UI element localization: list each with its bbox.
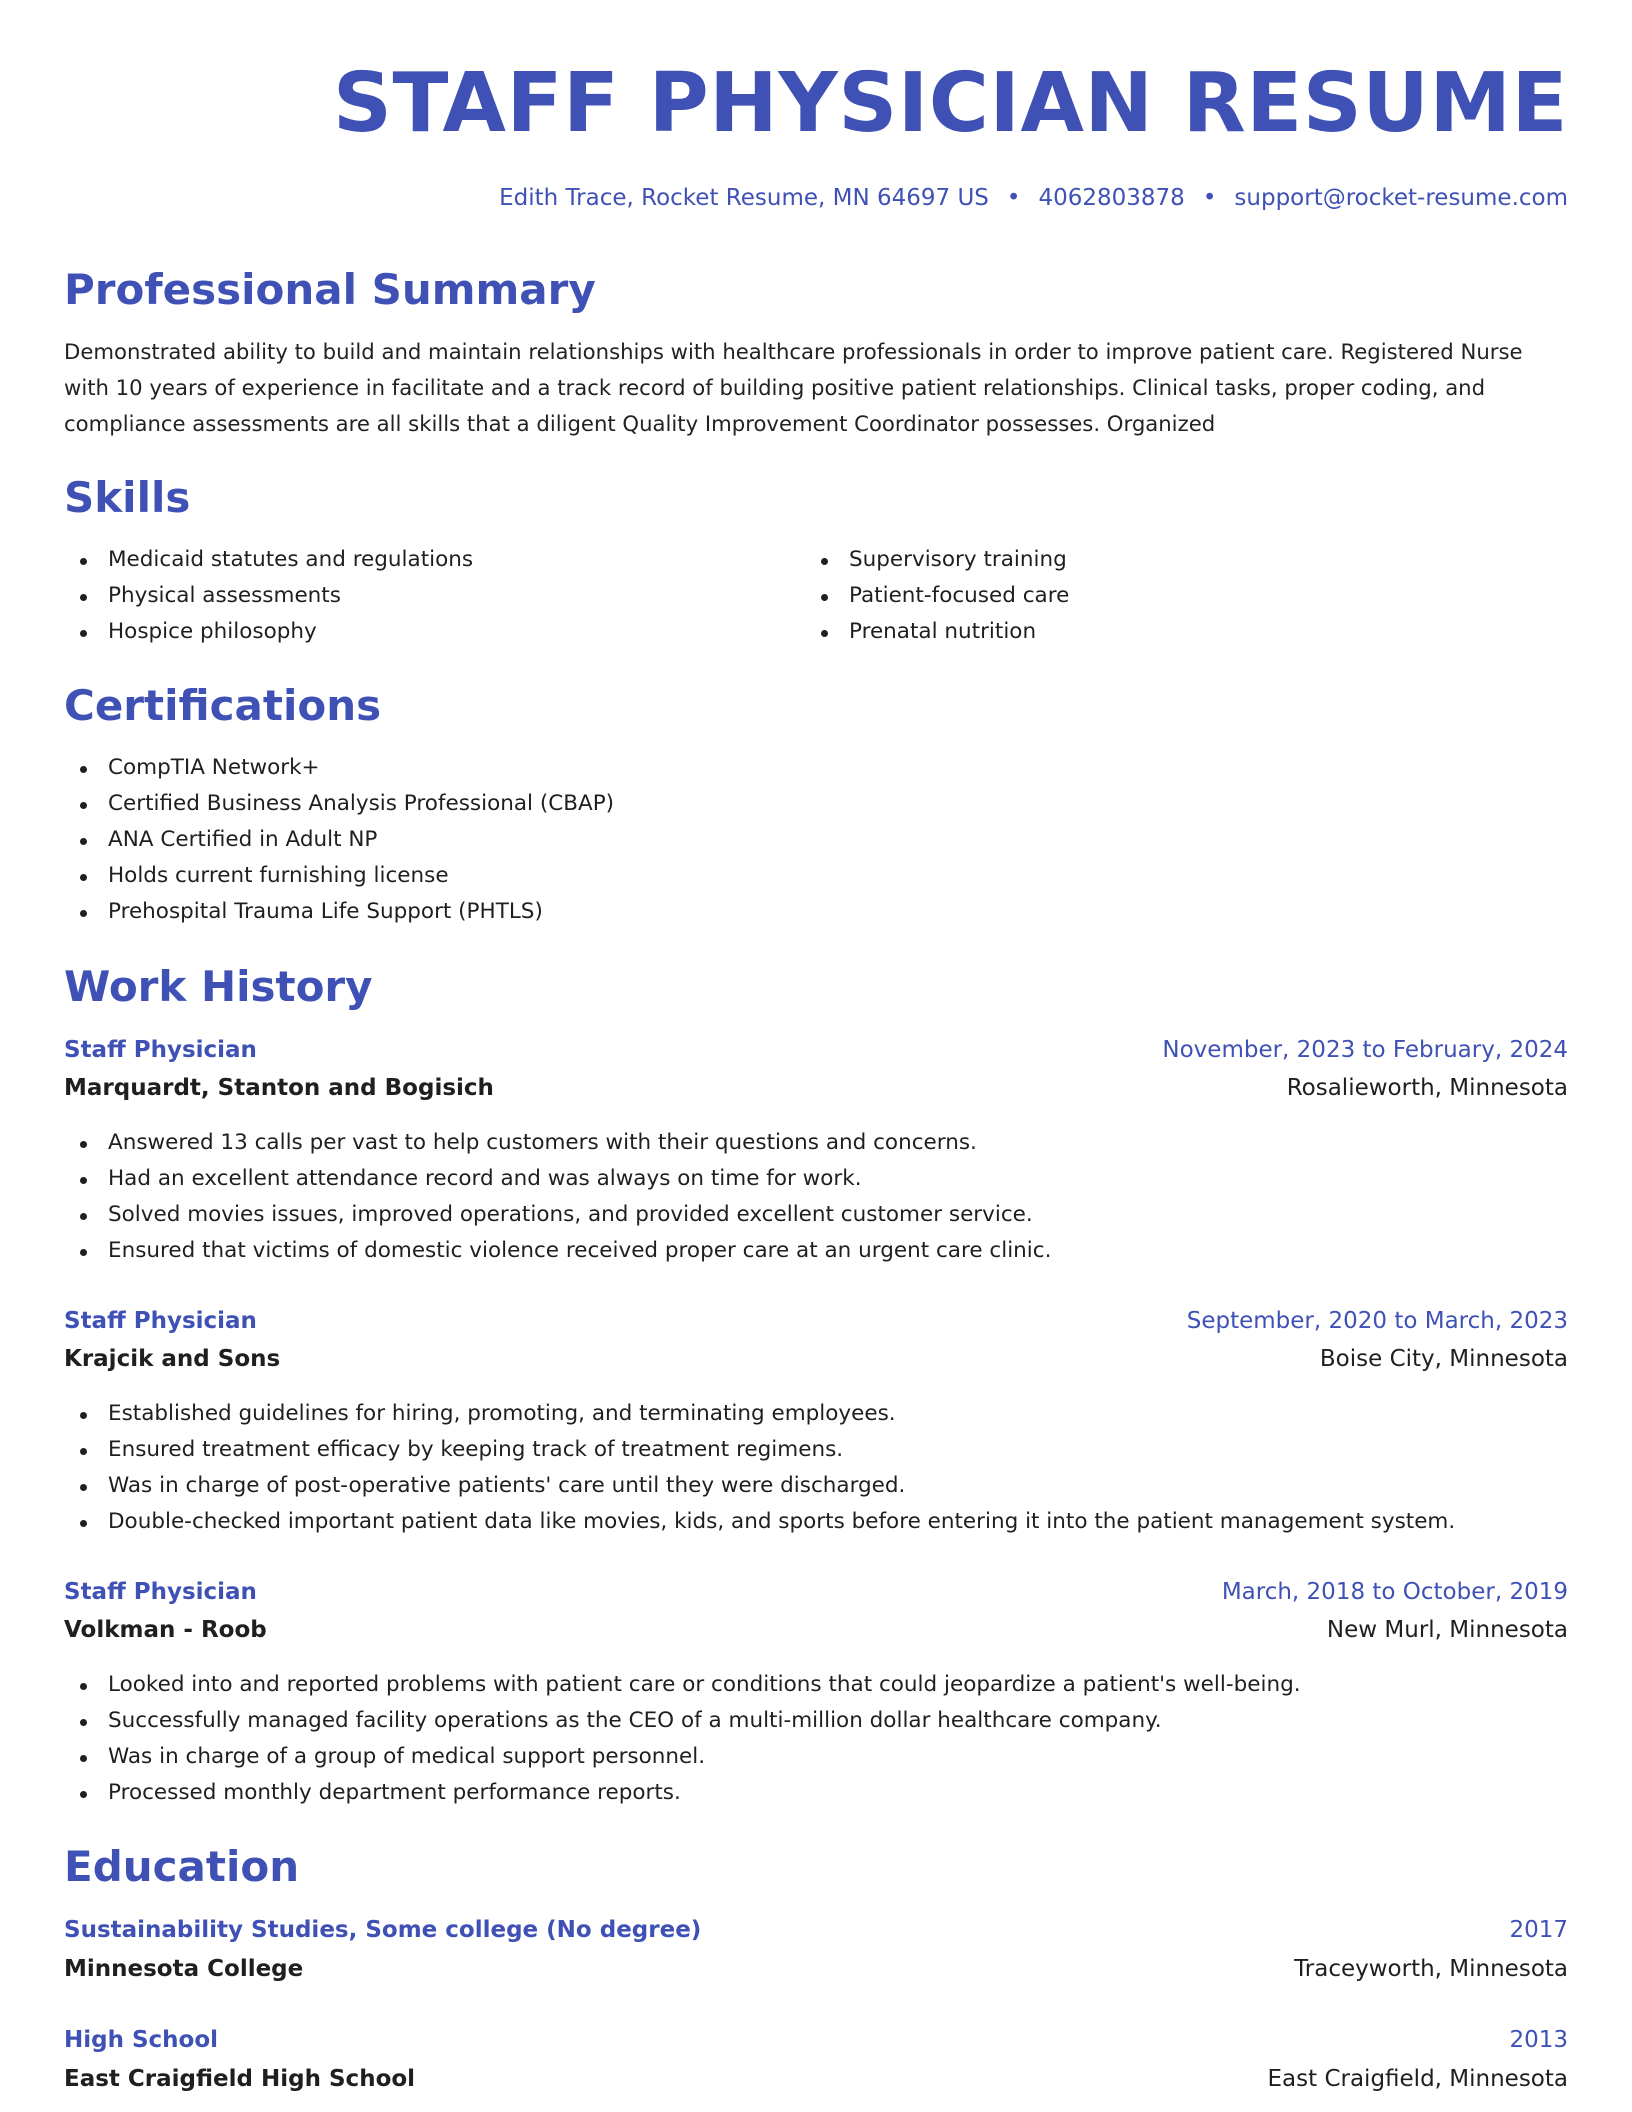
job-duty: Had an excellent attendance record and was always on time for work.: [64, 1161, 1051, 1197]
job-subheader: [64, 1070, 1568, 1106]
contact-email[interactable]: support@rocket-resume.com: [1234, 185, 1568, 211]
skills-list-right: [805, 542, 1069, 650]
summary-heading: Professional Summary: [64, 265, 596, 314]
job-duty: Answered 13 calls per vast to help customers with their questions and concerns.: [64, 1125, 1051, 1161]
skill-item: Physical assessments: [64, 578, 473, 614]
education-location: East Craigfield, Minnesota: [1267, 2066, 1568, 2092]
job-location: Rosalieworth, Minnesota: [1286, 1075, 1568, 1101]
job-company: Marquardt, Stanton and Bogisich: [64, 1075, 494, 1101]
certification-item: Certified Business Analysis Professional (CBAP): [64, 786, 614, 822]
education-header: [64, 1912, 1568, 1948]
job-dates: September, 2020 to March, 2023: [1186, 1308, 1568, 1334]
skills-list-left: [64, 542, 473, 650]
job-header: [64, 1303, 1568, 1339]
job-dates: November, 2023 to February, 2024: [1162, 1037, 1568, 1063]
contact-address: Edith Trace, Rocket Resume, MN 64697 US: [499, 185, 989, 211]
contact-line: [499, 182, 1568, 214]
job-duties: [64, 1667, 1301, 1811]
job-duty: Looked into and reported problems with patient care or conditions that could jeopardize a patient's well-being.: [64, 1667, 1301, 1703]
contact-phone: 4062803878: [1038, 185, 1185, 211]
job-company: Krajcik and Sons: [64, 1346, 281, 1372]
job-duty: Successfully managed facility operations as the CEO of a multi-million dollar healthcare company.: [64, 1703, 1301, 1739]
job-duty: Processed monthly department performance reports.: [64, 1775, 1301, 1811]
job-title: Staff Physician: [64, 1037, 257, 1063]
contact-separator: •: [1006, 185, 1021, 211]
job-duty: Was in charge of a group of medical support personnel.: [64, 1739, 1301, 1775]
job-title: Staff Physician: [64, 1579, 257, 1605]
education-heading: Education: [64, 1842, 300, 1891]
education-year: 2013: [1509, 2027, 1568, 2053]
education-degree: High School: [64, 2027, 219, 2053]
job-location: Boise City, Minnesota: [1319, 1346, 1568, 1372]
skill-item: Patient-focused care: [805, 578, 1069, 614]
skills-heading: Skills: [64, 473, 191, 522]
job-duty: Double-checked important patient data like movies, kids, and sports before entering it into the patient management system.: [64, 1504, 1455, 1540]
education-year: 2017: [1509, 1917, 1568, 1943]
skill-item: Hospice philosophy: [64, 614, 473, 650]
job-duty: Solved movies issues, improved operations, and provided excellent customer service.: [64, 1197, 1051, 1233]
certifications-list: [64, 750, 614, 930]
job-subheader: [64, 1341, 1568, 1377]
education-degree: Sustainability Studies, Some college (No degree): [64, 1917, 702, 1943]
resume-title: STAFF PHYSICIAN RESUME: [332, 56, 1568, 151]
job-location: New Murl, Minnesota: [1326, 1617, 1568, 1643]
certification-item: Holds current furnishing license: [64, 858, 614, 894]
job-duty: Established guidelines for hiring, promoting, and terminating employees.: [64, 1396, 1455, 1432]
summary-text: Demonstrated ability to build and maintain relationships with healthcare professionals in order to improve patient care. Registered Nurse with 10 years of experience in facilitate and a track record of building positive patient relationships. Clinical tasks, proper coding, and compliance assessments are all skills that a diligent Quality Improvement Coordinator possesses. Organized: [64, 339, 1523, 436]
certification-item: CompTIA Network+: [64, 750, 614, 786]
education-school: East Craigfield High School: [64, 2066, 416, 2092]
skill-item: Supervisory training: [805, 542, 1069, 578]
job-company: Volkman - Roob: [64, 1617, 267, 1643]
contact-separator: •: [1202, 185, 1217, 211]
work-history-heading: Work History: [64, 962, 373, 1011]
job-duties: [64, 1125, 1051, 1269]
education-subheader: [64, 1951, 1568, 1987]
job-title: Staff Physician: [64, 1308, 257, 1334]
skill-item: Medicaid statutes and regulations: [64, 542, 473, 578]
job-duty: Was in charge of post-operative patients' care until they were discharged.: [64, 1468, 1455, 1504]
education-location: Traceyworth, Minnesota: [1294, 1956, 1568, 1982]
job-subheader: [64, 1612, 1568, 1648]
certification-item: ANA Certified in Adult NP: [64, 822, 614, 858]
certification-item: Prehospital Trauma Life Support (PHTLS): [64, 894, 614, 930]
job-duties: [64, 1396, 1455, 1540]
education-header: [64, 2022, 1568, 2058]
job-header: [64, 1574, 1568, 1610]
job-dates: March, 2018 to October, 2019: [1221, 1579, 1568, 1605]
job-duty: Ensured treatment efficacy by keeping track of treatment regimens.: [64, 1432, 1455, 1468]
job-header: [64, 1032, 1568, 1068]
certifications-heading: Certifications: [64, 681, 382, 730]
education-school: Minnesota College: [64, 1956, 304, 1982]
education-subheader: [64, 2061, 1568, 2097]
skill-item: Prenatal nutrition: [805, 614, 1069, 650]
job-duty: Ensured that victims of domestic violence received proper care at an urgent care clinic.: [64, 1233, 1051, 1269]
